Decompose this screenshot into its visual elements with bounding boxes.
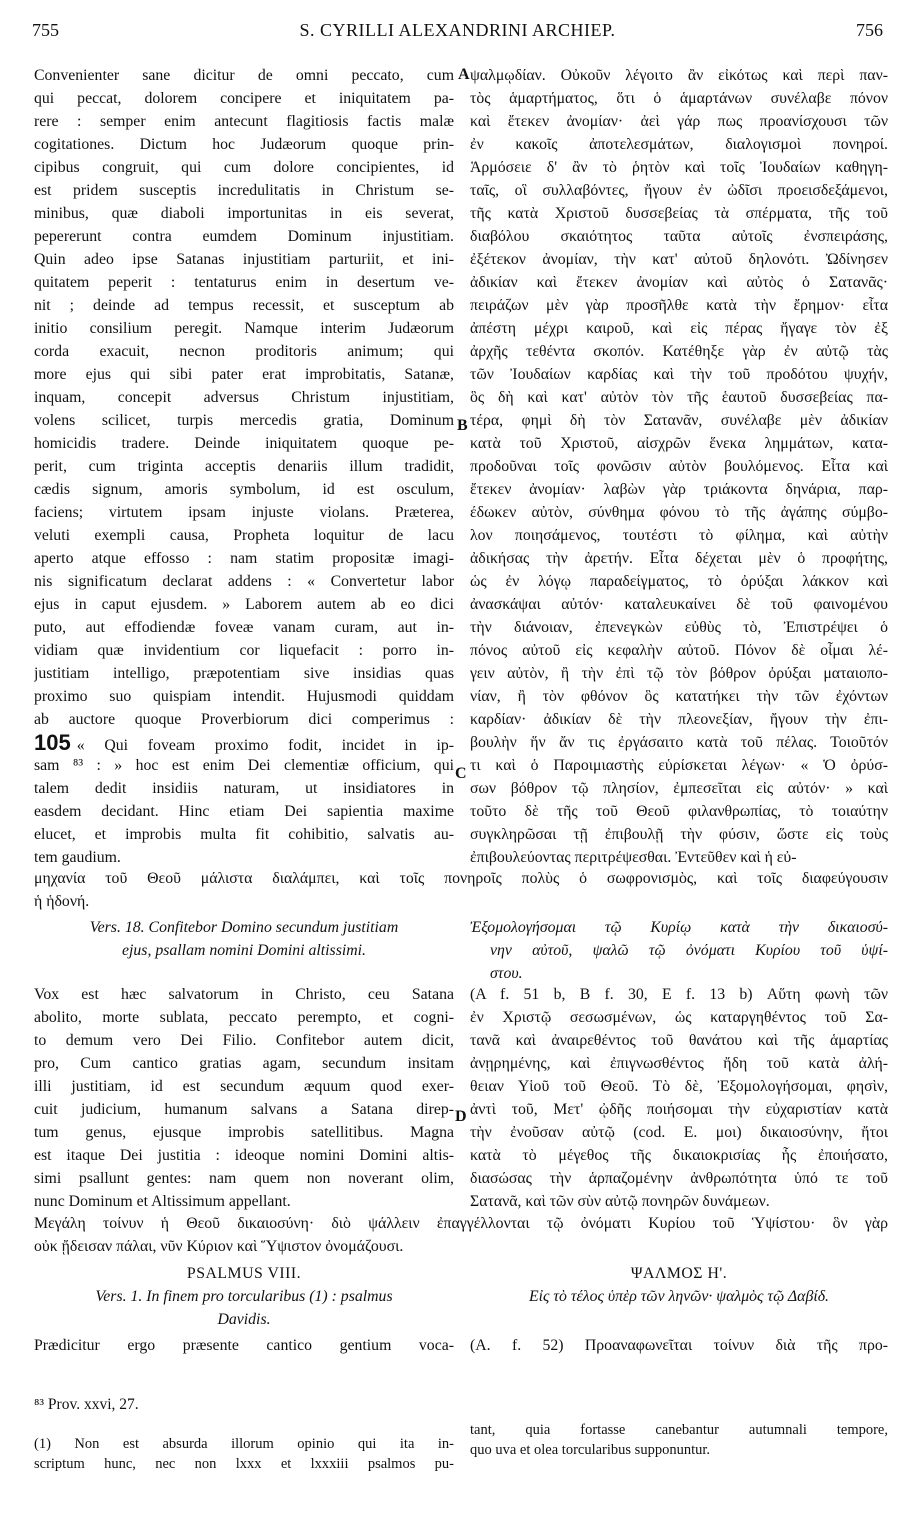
psalm-text-greek: (A. f. 52) Προαναφωνεῖται τοίνυν διὰ τῆς προ- — [470, 1337, 888, 1354]
latin-line: corda exacuit, necnon proditoris animum; qui — [34, 343, 454, 360]
latin-line: simi psallunt gentes: nam quem non noverant olim, — [34, 1170, 454, 1187]
greek-line: γειν αὐτὸν, ἢ τὴν ἐπὶ τῷ τὸν βόθρον ὀρύξαι ματαιοπο- — [470, 665, 888, 682]
latin-line: elucet, et improbis multa fit cohibitio, salvatis au- — [34, 826, 454, 843]
greek-line: καρδίαν· ἀδικίαν δὲ τὴν πλεονεξίαν, ἤγουν τὴν ἐπι- — [470, 711, 888, 728]
latin-line: volens scilicet, turpis mercedis gratia, Dominum — [34, 412, 454, 429]
greek-line: ἐπιβουλεύοντας περιτρέψεσθαι. Ἐντεῦθεν καὶ ἡ εὐ- — [470, 849, 797, 866]
latin-line: faciens; virtutem ipsam injuste violans. Præterea, — [34, 504, 454, 521]
latin-line: ejus in caput ejusdem. » Laborem autem ab eo dici — [34, 596, 454, 613]
latin-line: illi justitiam, id est secundum æquum quod exer- — [34, 1078, 454, 1095]
latin-line: to demum vero Dei Filio. Confitebor autem dicit, — [34, 1032, 454, 1049]
latin-line: initio consilium peregit. Namque interim Judæorum — [34, 320, 454, 337]
greek-line: ἐν Χριστῷ σεσωσμένων, ὡς καταργηθέντος τοῦ Σα- — [470, 1009, 888, 1026]
page-number-right: 756 — [856, 20, 883, 40]
footnote-line-2: scriptum hunc, nec non lxxx et lxxxiii psalmos pu- — [34, 1456, 454, 1472]
latin-line: inquam, concepit adversus Christum injustitiam, — [34, 389, 454, 406]
latin-line: veluti exempli causa, Propheta loquitur de lacu — [34, 527, 454, 544]
greek-line: ἀνῃρημένης, καὶ ἐπιγνωσθέντος ἤδη τοῦ κατὰ ἀλή- — [470, 1055, 888, 1072]
psalm-vers-latin-1: Vers. 1. In finem pro torcularibus (1) : psalmus — [95, 1288, 393, 1305]
latin-line: cipibus congruit, qui cum dolore concipientes, id — [34, 159, 454, 176]
verse-line: Vers. 18. Confitebor Domino secundum justitiam — [89, 919, 399, 936]
greek-line: ἀπέστη μέχρι καιροῦ, καὶ εἰς πέρας ἤγαγε τὸν ἐξ — [470, 320, 888, 337]
greek-line: ἀδικίαν καὶ ἔτεκεν ἀνομίαν καὶ αὐτὸς ὁ Σατανᾶς· — [470, 274, 888, 291]
latin-line: homicidis tradere. Deinde iniquitatem quoque pe- — [34, 435, 454, 452]
latin-line: talem dedit insidiis naturam, ut insidiatores in — [34, 780, 454, 797]
greek-line: Σατανᾶ, καὶ τῶν σὺν αὐτῷ πονηρῶν δυνάμεων. — [470, 1193, 770, 1210]
full-line: ἡ ἡδονή. — [34, 893, 90, 910]
column-number-marker: 105 — [34, 731, 71, 754]
psalm-vers-latin-2: Davidis. — [217, 1311, 271, 1328]
greek-line: έδωκεν αὐτὸν, σύνθημα φόνου τὸ τῆς ἀγάπης σύμβο- — [470, 504, 888, 521]
psalm-8-greek — [470, 1262, 888, 1357]
greek-line: ἐν κακοῖς ἀποτελεσμάτων, διαλογισμοὶ πονηροί. — [470, 136, 888, 153]
greek-line: τὸς ἁμαρτήματος, ὅτι ὁ ἁμαρτάνων συνέλαβε πόνον — [470, 90, 888, 107]
greek-line: κατὰ τοῦ Χριστοῦ, αἰσχρῶν ἕνεκα λημμάτων, κατα- — [470, 435, 888, 452]
latin-line: cogitationes. Dictum hoc Judæorum quoque prin- — [34, 136, 454, 153]
verse-18-latin — [34, 916, 454, 962]
greek-line: πειράζων μὲν γὰρ προσῆλθε κατὰ τὴν ἔρημον· εἶτα — [470, 297, 888, 314]
greek-line: καὶ ἔτεκεν ἀνομίαν· ἀεὶ γάρ πως προανίσχουσι τῶν — [470, 113, 888, 130]
latin-line: Convenienter sane dicitur de omni peccato, cum — [34, 67, 454, 84]
footnote-continued — [470, 1420, 888, 1460]
latin-column-top — [34, 64, 454, 869]
latin-line: rere : semper enim antecunt flagitiosis factis malæ — [34, 113, 454, 130]
running-title: S. CYRILLI ALEXANDRINI ARCHIEP. — [299, 20, 616, 40]
latin-line: tem gaudium. — [34, 849, 121, 866]
footnote-line-1: (1) Non est absurda illorum opinio qui ita in- — [34, 1436, 454, 1452]
greek-line: ψαλμῳδίαν. Οὐκοῦν λέγοιτο ἂν εἰκότως καὶ περὶ παν- — [470, 67, 888, 84]
latin-line: easdem decidant. Hinc etiam Dei sapientia maxime — [34, 803, 454, 820]
greek-line: τῶν Ἰουδαίων καρδίας καὶ τὴν τοῦ προδότου ψυχήν, — [470, 366, 888, 383]
greek-line: ταῖς, οἳ συλλαβόντες, ἤγουν ἐν ὠδῖσι προεισδεξάμενοι, — [470, 182, 888, 199]
margin-letter-a: A — [458, 66, 470, 83]
text-line-content: « Qui foveam proximo fodit, incidet in ip- — [76, 737, 454, 754]
greek-column-top — [470, 64, 888, 869]
full-line: μηχανία τοῦ Θεοῦ μάλιστα διαλάμπει, καὶ τοῖς πονηροῖς πολὺς ὁ σωφρονισμὸς, καὶ τοῖς διαφεύγουσιν — [34, 870, 888, 887]
latin-line: qui peccat, dolorem concipere et iniquitatem pa- — [34, 90, 454, 107]
latin-line: more ejus qui sibi pater erat improbitatis, Satanæ, — [34, 366, 454, 383]
greek-line: διασώσας τὴν ἁρπαζομένην ἀνθρωπότητα ὑπό τε τοῦ — [470, 1170, 888, 1187]
full-width-greek-1 — [34, 867, 888, 913]
latin-line: aperto atque effosso : nam statim propositæ imagi- — [34, 550, 454, 567]
greek-line: προδοῦναι τοῖς φονῶσιν αὐτὸν βουλόμενος. Εἶτα καὶ — [470, 458, 888, 475]
latin-line — [34, 731, 454, 754]
verse-line: ejus, psallam nomini Domini altissimi. — [122, 942, 366, 959]
greek-line: συγκληρῶσαι τῇ ἐπιβουλῇ τὴν φύσιν, ὥστε εἰς τοὺς — [470, 826, 888, 843]
latin-line: cædis signum, amoris symbolum, id est osculum, — [34, 481, 454, 498]
psalm-heading-latin: PSALMUS VIII. — [186, 1265, 302, 1282]
verse-line: νην αὐτοῦ, ψαλῶ τῷ ὀνόματι Κυρίου τοῦ ὑψί- — [490, 942, 888, 959]
latin-line: justitiam intelligo, præpotentiam sive insidias quas — [34, 665, 454, 682]
greek-line: ὡς ἐν λόγῳ παραδείγματος, τὸ ὀρύξαι λάκκον καὶ — [470, 573, 888, 590]
latin-line: tum genus, ejusque improbis satellitibus. Magna — [34, 1124, 454, 1141]
latin-line: nit ; deinde ad tempus recessit, et susceptum ab — [34, 297, 454, 314]
greek-line: τῆς κατὰ Χριστοῦ δυσσεβείας τὰ σπέρματα, τῆς τοῦ — [470, 205, 888, 222]
latin-line: cuit judicium, humanum salvans a Satana direp- — [34, 1101, 454, 1118]
greek-line: Ἁρμόσειε δ' ἂν τὸ ῥητὸν καὶ τοῖς Ἰουδαίων καθηγη- — [470, 159, 888, 176]
greek-line: πόνος αὐτοῦ εἰς κεφαλὴν αὐτοῦ. Πόνον δὲ οἶμαι λέ- — [470, 642, 888, 659]
latin-line: vidiam quæ invidentium cor liquefacit : porro in- — [34, 642, 454, 659]
page-number-left: 755 — [32, 20, 59, 40]
psalm-heading-greek: ΨΑΛΜΟΣ Η'. — [630, 1265, 728, 1282]
greek-column-middle — [470, 983, 888, 1213]
full-line: οὐκ ᾔδεισαν πάλαι, νῦν Κύριον καὶ Ὕψιστον ὀνομάζουσι. — [34, 1238, 404, 1255]
greek-line: τι καὶ ὁ Παροιμιαστὴς εὑρίσκεται λέγων· « Ὁ ὀρύσ- — [470, 757, 888, 774]
greek-line: ἀντὶ τοῦ, Μετ' ᾠδῆς ποιήσομαι τὴν εὐχαριστίαν κατὰ — [470, 1101, 888, 1118]
margin-letter-c: C — [455, 765, 467, 782]
latin-line: nis significatum declarat addens : « Convertetur labor — [34, 573, 454, 590]
greek-line: (A f. 51 b, B f. 30, E f. 13 b) Αὕτη φωνὴ τῶν — [470, 986, 888, 1003]
latin-line: sam ⁸³ : » hoc est enim Dei clementiæ officium, qui — [34, 757, 454, 774]
greek-line: διαβόλου σκαιότητος ταῦτα αὐτοῖς ἐνσπειράσης, — [470, 228, 888, 245]
greek-line: τανᾶ καὶ ἀναιρεθέντος τοῦ θανάτου καὶ τῆς ἁμαρτίας — [470, 1032, 888, 1049]
latin-column-middle — [34, 983, 454, 1213]
latin-line: puto, aut effodiendæ foveæ vanam curam, aut in- — [34, 619, 454, 636]
greek-line: νίαν, ἢ τὸν φθόνον ὃς κατατήκει τὴν τῶν ἐχόντων — [470, 688, 888, 705]
greek-line: τὴν διάνοιαν, ἐπενεγκὼν εὐθὺς τὸ, Ἐπιστρέψει ὁ — [470, 619, 888, 636]
psalm-text-latin: Prædicitur ergo præsente cantico gentium voca- — [34, 1337, 454, 1354]
footnote-latin — [34, 1434, 454, 1474]
greek-line: τοῦτο δὲ τῆς τοῦ Θεοῦ φιλανθρωπίας, τὸ τοιαύτην — [470, 803, 888, 820]
greek-line: τὴν ἐνοῦσαν αὐτῷ (cod. E. μοι) δικαιοσύνην, ἤτοι — [470, 1124, 888, 1141]
greek-line: ἀνασκάψαι αὐτόν· καταλευκαίνει δὲ τοῦ φαινομένου — [470, 596, 888, 613]
footnote-83: ⁸³ Prov. xxvi, 27. — [34, 1396, 139, 1413]
full-width-greek-2 — [34, 1212, 888, 1258]
greek-line: τέρα, φημὶ δὴ τὸν Σατανᾶν, συνέλαβε μὲν ἀδικίαν — [470, 412, 888, 429]
footnote-line-4: quo uva et olea torcularibus supponuntur. — [470, 1442, 711, 1458]
greek-line: ἐξέτεκον ἀνομίαν, τὴν κατ' αὐτοῦ δηλονότι. Ὠδίνησεν — [470, 251, 888, 268]
greek-line: κατὰ τὸ μέγεθος τῆς δικαιοκρισίας ἧς ἐποιήσατο, — [470, 1147, 888, 1164]
latin-line: nunc Dominum et Altissimum appellant. — [34, 1193, 291, 1210]
greek-line: θειαν Υἱοῦ τοῦ Θεοῦ. Τὸ δὲ, Ἐξομολογήσομαι, φησὶν, — [470, 1078, 888, 1095]
verse-line: στου. — [490, 965, 523, 982]
latin-line: abolito, morte sublata, peccato perempto, et cogni- — [34, 1009, 454, 1026]
latin-line: pepererunt contra eumdem Dominum injustitiam. — [34, 228, 454, 245]
greek-line: ἀδικήσας τὴν ἀρετήν. Εἶτα δέχεται μὲν ὁ προφήτης, — [470, 550, 888, 567]
running-header — [32, 20, 883, 50]
latin-line: ab auctore quoque Proverbiorum dici comperimus : — [34, 711, 454, 728]
psalm-title-greek: Εἰς τὸ τέλος ὑπὲρ τῶν ληνῶν· ψαλμὸς τῷ Δαβίδ. — [528, 1288, 830, 1305]
greek-line: ἀρχῆς τεθέντα σκοπόν. Κατέθηξε γὰρ ἐν αὐτῷ τὰς — [470, 343, 888, 360]
greek-line: ἔτεκεν ἀνομίαν· λαβὼν γὰρ τριάκοντα δηνάρια, παρ- — [470, 481, 888, 498]
verse-18-greek — [470, 916, 888, 985]
greek-line: βουλὴν ἥν ἄν τις ἐργάσαιτο κατὰ τοῦ πέλας. Τοιοῦτόν — [470, 734, 888, 751]
psalm-8-latin — [34, 1262, 454, 1357]
latin-line: est pridem susceptis incredulitatis in Christum se- — [34, 182, 454, 199]
latin-line: minibus, quæ diaboli importunitas in eis severat, — [34, 205, 454, 222]
latin-line: est itaque Dei justitia : ideoque nomini Domini altis- — [34, 1147, 454, 1164]
greek-line: ὃς δὴ καὶ κατ' αὐτὸν τὸν τῆς ἑαυτοῦ δυσσεβείας πα- — [470, 389, 888, 406]
latin-line: Quin adeo ipse Satanas injustitiam parturiit, et ini- — [34, 251, 454, 268]
greek-line: σων βόθρον τῷ πλησίον, ἐμπεσεῖται εἰς αὐτόν· » καὶ — [470, 780, 888, 797]
latin-line: quitatem peperit : tentaturus enim in desertum ve- — [34, 274, 454, 291]
footnote-reference — [34, 1395, 454, 1415]
greek-line: λον ποιησάμενος, τουτέστι τὸ φίλημα, καὶ αὐτὴν — [470, 527, 888, 544]
latin-line: perit, cum triginta acceptis denariis illum tradidit, — [34, 458, 454, 475]
full-line: Μεγάλη τοίνυν ἡ Θεοῦ δικαιοσύνη· διὸ ψάλλειν ἐπαγγέλλονται τῷ ὀνόματι Κυρίου τοῦ Ὑψίστου· ὃν γὰρ — [34, 1215, 888, 1232]
margin-letter-d: D — [455, 1108, 467, 1125]
margin-letter-b: B — [457, 417, 468, 434]
verse-line: Ἐξομολογήσομαι τῷ Κυρίῳ κατὰ τὴν δικαιοσύ- — [470, 919, 888, 936]
latin-line: proximo suo quispiam intendit. Hujusmodi quiddam — [34, 688, 454, 705]
footnote-line-3: tant, quia fortasse canebantur autumnali tempore, — [470, 1422, 888, 1438]
latin-line: Vox est hæc salvatorum in Christo, ceu Satana — [34, 986, 454, 1003]
latin-line: pro, Cum cantico gratias agam, secundum insitam — [34, 1055, 454, 1072]
